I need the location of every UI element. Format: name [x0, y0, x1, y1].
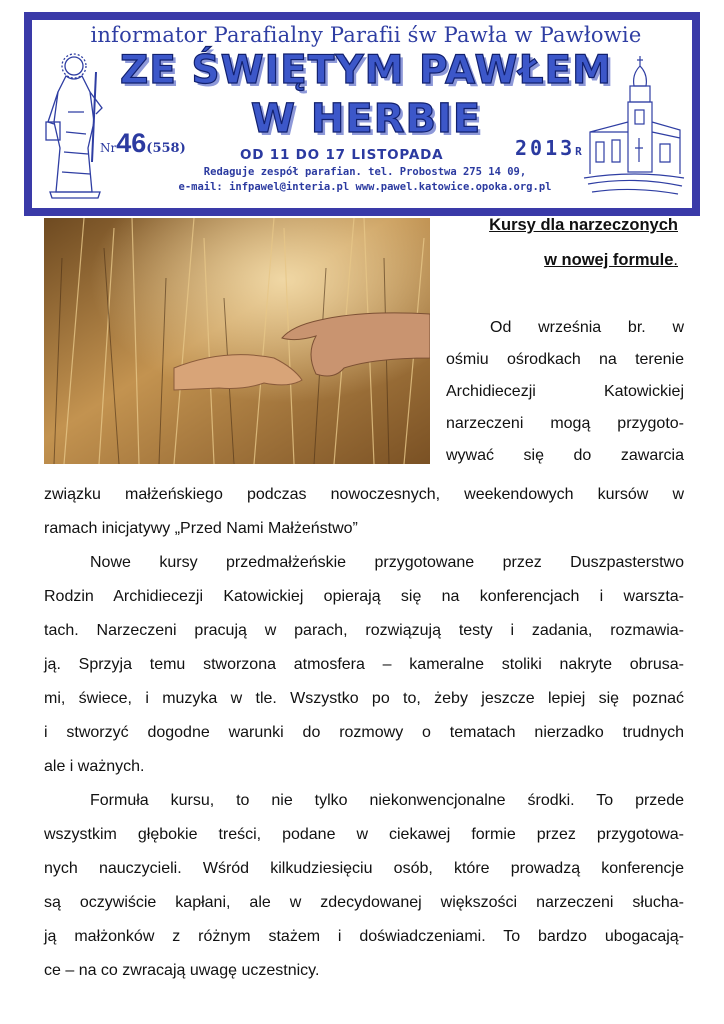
body-line: i stworzyć dogodne warunki do rozmowy o tematach nierzadko trudnych — [44, 724, 684, 741]
contact-line-1: Redaguje zespół parafian. tel. Probostwa 275 14 09, — [203, 166, 527, 178]
side-line: Od września br. w — [490, 319, 684, 336]
body-line: tach. Narzeczeni pracują w parach, rozwiązują testy i zadania, rozmawia- — [44, 622, 684, 639]
right-border — [692, 14, 700, 214]
masthead — [0, 0, 724, 222]
body-line: Formuła kursu, to nie tylko niekonwencjonalne środki. To przede — [90, 792, 684, 809]
body-line: nych nauczycieli. Wśród kilkudziesięciu osób, które prowadzą konferencje — [44, 860, 684, 877]
body-line: mi, świece, i muzyka w tle. Wszystko po to, żeby jeszcze lepiej się poznać — [44, 690, 684, 707]
body-line: ale i ważnych. — [44, 758, 145, 775]
body-line: związku małżeńskiego podczas nowoczesnych, weekendowych kursów w — [44, 486, 684, 503]
body-line: wszystkim głębokie treści, podane w ciekawej formie przez przygotowa- — [44, 826, 684, 843]
newsletter-title-line2: W HERBIE — [250, 96, 482, 142]
body-line: Rodzin Archidiecezji Katowickiej opierają się na konferencjach i warszta- — [44, 588, 684, 605]
body-line: ją małżonków z różnym stażem i doświadczeniami. To bardzo ubogacają- — [44, 928, 684, 945]
issue-year: 2013R — [515, 136, 582, 160]
body-line: ramach inicjatywy „Przed Nami Małżeństwo” — [44, 520, 358, 537]
body-line: ce – na co zwracają uwagę uczestnicy. — [44, 962, 320, 979]
side-line: ośmiu ośrodkach na terenie — [446, 351, 684, 368]
article-heading-line2: w nowej formule. — [544, 251, 678, 269]
left-border — [24, 14, 32, 214]
side-line: narzeczeni mogą przygoto- — [446, 415, 684, 432]
top-border — [24, 12, 700, 20]
series-title: informator Parafialny Parafii św Pawła w Pawłowie — [90, 23, 642, 47]
side-line: Archidiecezji Katowickiej — [446, 383, 684, 400]
body-line: Nowe kursy przedmałżeńskie przygotowane przez Duszpasterstwo — [90, 554, 684, 571]
side-line: wywać się do zawarcia — [446, 447, 684, 464]
church-illustration — [582, 52, 686, 202]
bottom-border — [24, 208, 700, 216]
contact-line-2: e-mail: infpawel@interia.pl www.pawel.katowice.opoka.org.pl — [178, 181, 552, 193]
newsletter-title-line1: ZE ŚWIĘTYM PAWŁEM — [120, 48, 612, 93]
article-heading-line1: Kursy dla narzeczonych — [489, 216, 678, 234]
article-side-column — [446, 313, 684, 473]
body-line: ją. Sprzyja temu stworzona atmosfera – kameralne stoliki nakryte obrusa- — [44, 656, 684, 673]
body-line: są oczywiście kapłani, ale w zdecydowanej większości narzeczeni słucha- — [44, 894, 684, 911]
article-body — [44, 478, 684, 988]
issue-dates: OD 11 DO 17 LISTOPADA — [240, 147, 444, 163]
article-photo-hands-wheat — [44, 218, 430, 464]
issue-number: Nr46(558) — [100, 128, 186, 158]
